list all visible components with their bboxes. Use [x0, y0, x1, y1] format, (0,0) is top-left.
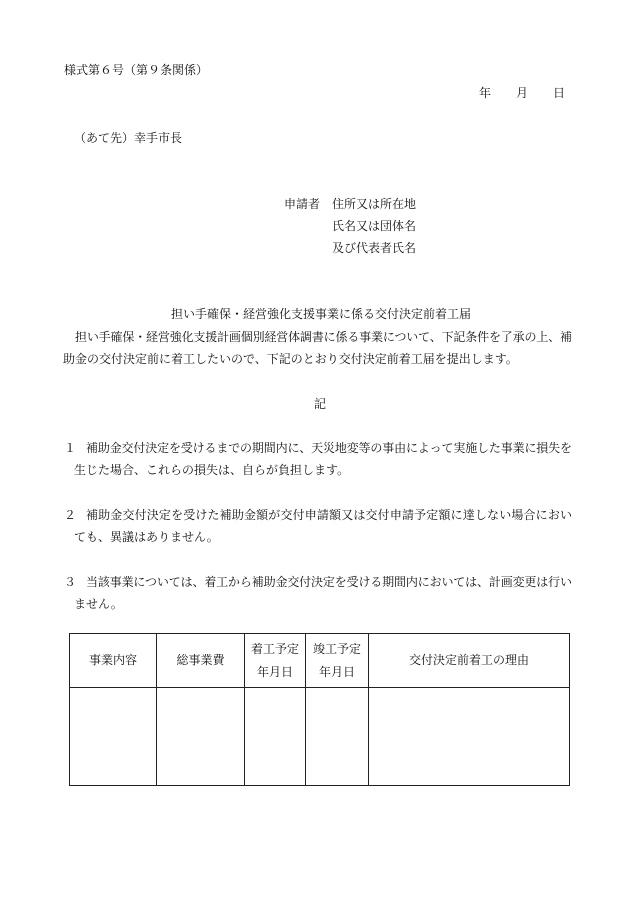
- header-total-cost: 総事業費: [157, 634, 245, 688]
- document-title: 担い手確保・経営強化支援事業に係る交付決定前着工届: [171, 307, 472, 321]
- header-start-date: [245, 634, 306, 688]
- date-year-label: 年: [479, 86, 492, 100]
- addressee: （あて先）幸手市長: [74, 131, 183, 145]
- condition-line-1: 当該事業については、着工から補助金交付決定を受ける期間内においては、計画変更は行い: [86, 575, 572, 589]
- condition-line-1: 補助金交付決定を受けた補助金額が交付申請額又は交付申請予定額に達しない場合におい: [86, 508, 573, 522]
- cell-total-cost[interactable]: [157, 688, 245, 786]
- cell-start-date[interactable]: [245, 688, 306, 786]
- condition-number: ３: [64, 575, 77, 589]
- ki-heading: 記: [314, 397, 327, 411]
- project-table: [69, 633, 570, 786]
- condition-number: １: [64, 441, 77, 455]
- header-project-content: 事業内容: [70, 634, 157, 688]
- cell-reason[interactable]: [369, 688, 570, 786]
- intro-line-2: 助金の交付決定前に着工したいので、下記のとおり交付決定前着工届を提出します。: [63, 352, 518, 366]
- table-header-row: [70, 634, 570, 688]
- header-completion-date-line2: 年月日: [318, 664, 355, 679]
- applicant-address-label: 住所又は所在地: [332, 197, 417, 211]
- condition-line-2: ても、異議はありません。: [74, 530, 219, 544]
- date-month-label: 月: [516, 86, 529, 100]
- applicant-representative-label: 及び代表者氏名: [332, 241, 417, 255]
- header-completion-date-line1: 竣工予定: [312, 641, 361, 656]
- header-start-date-line1: 着工予定: [250, 641, 299, 656]
- intro-line-1: 担い手確保・経営強化支援計画個別経営体調書に係る事業について、下記条件を了承の上、補: [75, 330, 572, 344]
- condition-number: ２: [64, 508, 77, 522]
- cell-project-content[interactable]: [70, 688, 157, 786]
- condition-line-1: 補助金交付決定を受けるまでの期間内に、天災地変等の事由によって実施した事業に損失を: [86, 441, 572, 455]
- header-reason: 交付決定前着工の理由: [369, 634, 570, 688]
- applicant-label: 申請者: [284, 197, 321, 211]
- form-number: 様式第６号（第９条関係）: [64, 63, 209, 77]
- table-row: [70, 688, 570, 786]
- condition-line-2: ません。: [74, 597, 123, 611]
- applicant-name-label: 氏名又は団体名: [332, 219, 417, 233]
- header-start-date-line2: 年月日: [256, 664, 293, 679]
- condition-line-2: 生じた場合、これらの損失は、自らが負担します。: [74, 463, 350, 477]
- cell-completion-date[interactable]: [306, 688, 369, 786]
- date-day-label: 日: [553, 86, 566, 100]
- header-completion-date: [306, 634, 369, 688]
